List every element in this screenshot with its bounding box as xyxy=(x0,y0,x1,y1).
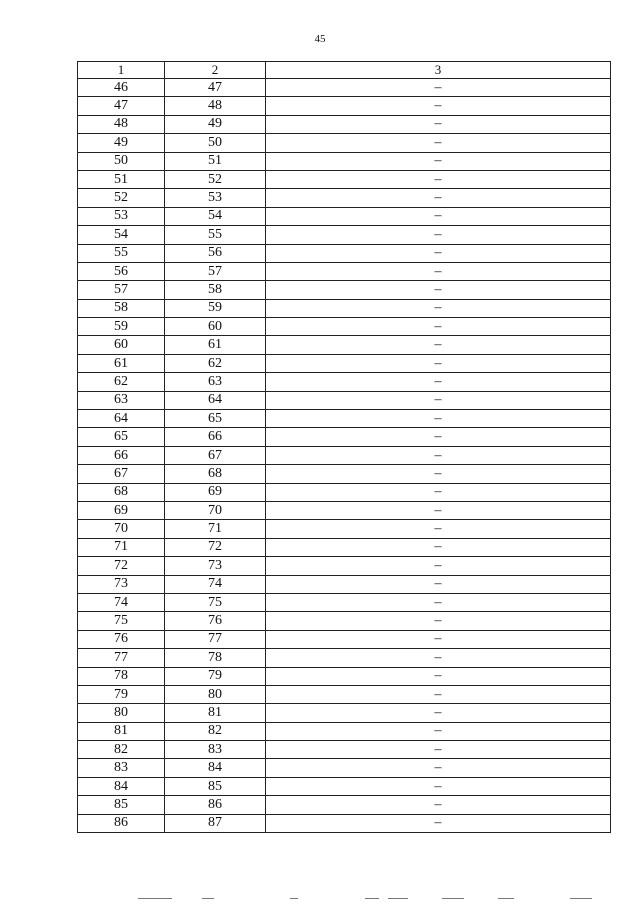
table-cell-col-1: 64 xyxy=(78,410,165,428)
table-cell-col-1: 75 xyxy=(78,612,165,630)
table-cell-col-1: 56 xyxy=(78,262,165,280)
table-cell-col-1: 54 xyxy=(78,226,165,244)
table-cell-col-1: 62 xyxy=(78,373,165,391)
column-header-1: 1 xyxy=(78,62,165,79)
table-row xyxy=(78,759,611,777)
table-cell-col-2: 69 xyxy=(165,483,266,501)
table-row xyxy=(78,281,611,299)
table-cell-col-1: 76 xyxy=(78,630,165,648)
table-row xyxy=(78,483,611,501)
table-cell-col-2: 65 xyxy=(165,410,266,428)
table-cell-col-3: – xyxy=(266,465,611,483)
table-cell-col-1: 74 xyxy=(78,593,165,611)
table-cell-col-2: 82 xyxy=(165,722,266,740)
table-cell-col-1: 48 xyxy=(78,115,165,133)
table-cell-col-3: – xyxy=(266,796,611,814)
table-cell-col-2: 57 xyxy=(165,262,266,280)
table-cell-col-2: 52 xyxy=(165,170,266,188)
table-cell-col-2: 85 xyxy=(165,777,266,795)
table-cell-col-2: 79 xyxy=(165,667,266,685)
table-cell-col-3: – xyxy=(266,152,611,170)
table-cell-col-3: – xyxy=(266,685,611,703)
table-row xyxy=(78,446,611,464)
table-cell-col-3: – xyxy=(266,391,611,409)
table-cell-col-3: – xyxy=(266,281,611,299)
table-cell-col-2: 83 xyxy=(165,741,266,759)
table-cell-col-1: 47 xyxy=(78,97,165,115)
table-cell-col-3: – xyxy=(266,134,611,152)
table-cell-col-1: 73 xyxy=(78,575,165,593)
table-cell-col-3: – xyxy=(266,79,611,97)
table-cell-col-3: – xyxy=(266,741,611,759)
table-row xyxy=(78,336,611,354)
table-row xyxy=(78,170,611,188)
table-row xyxy=(78,189,611,207)
table-cell-col-2: 63 xyxy=(165,373,266,391)
table-row xyxy=(78,741,611,759)
table-cell-col-3: – xyxy=(266,520,611,538)
table-row xyxy=(78,244,611,262)
table-row xyxy=(78,612,611,630)
table-cell-col-3: – xyxy=(266,262,611,280)
table-cell-col-1: 85 xyxy=(78,796,165,814)
table-cell-col-3: – xyxy=(266,538,611,556)
table-cell-col-3: – xyxy=(266,814,611,832)
table-row xyxy=(78,630,611,648)
table-cell-col-2: 61 xyxy=(165,336,266,354)
table-cell-col-1: 83 xyxy=(78,759,165,777)
column-header-3: 3 xyxy=(266,62,611,79)
table-cell-col-2: 84 xyxy=(165,759,266,777)
table-cell-col-2: 71 xyxy=(165,520,266,538)
table-cell-col-1: 69 xyxy=(78,501,165,519)
table-cell-col-2: 80 xyxy=(165,685,266,703)
table-cell-col-1: 80 xyxy=(78,704,165,722)
table-cell-col-2: 54 xyxy=(165,207,266,225)
table-cell-col-2: 78 xyxy=(165,649,266,667)
table-row xyxy=(78,722,611,740)
table-cell-col-1: 63 xyxy=(78,391,165,409)
table-cell-col-2: 77 xyxy=(165,630,266,648)
table-row xyxy=(78,410,611,428)
table-row xyxy=(78,520,611,538)
table-cell-col-2: 58 xyxy=(165,281,266,299)
table-row xyxy=(78,226,611,244)
table-body xyxy=(78,79,611,833)
table-cell-col-2: 62 xyxy=(165,354,266,372)
table-cell-col-2: 51 xyxy=(165,152,266,170)
table-row xyxy=(78,115,611,133)
table-cell-col-1: 60 xyxy=(78,336,165,354)
table-cell-col-1: 77 xyxy=(78,649,165,667)
table-cell-col-3: – xyxy=(266,704,611,722)
table-cell-col-1: 65 xyxy=(78,428,165,446)
table-cell-col-2: 86 xyxy=(165,796,266,814)
table-cell-col-1: 67 xyxy=(78,465,165,483)
table-cell-col-1: 49 xyxy=(78,134,165,152)
table-row xyxy=(78,704,611,722)
table-cell-col-1: 53 xyxy=(78,207,165,225)
page-number: 45 xyxy=(314,33,326,45)
table-cell-col-2: 66 xyxy=(165,428,266,446)
table-cell-col-2: 70 xyxy=(165,501,266,519)
table-cell-col-2: 59 xyxy=(165,299,266,317)
table-cell-col-2: 75 xyxy=(165,593,266,611)
table-cell-col-2: 64 xyxy=(165,391,266,409)
table-cell-col-3: – xyxy=(266,244,611,262)
table-row xyxy=(78,814,611,832)
table-cell-col-3: – xyxy=(266,207,611,225)
table-cell-col-1: 58 xyxy=(78,299,165,317)
table-cell-col-1: 81 xyxy=(78,722,165,740)
table-row xyxy=(78,207,611,225)
table-header xyxy=(78,62,611,79)
header-row xyxy=(78,62,611,79)
table-cell-col-3: – xyxy=(266,575,611,593)
table-cell-col-2: 56 xyxy=(165,244,266,262)
table-row xyxy=(78,134,611,152)
table-row xyxy=(78,777,611,795)
table-cell-col-3: – xyxy=(266,612,611,630)
table-row xyxy=(78,557,611,575)
table-row xyxy=(78,262,611,280)
table-cell-col-1: 59 xyxy=(78,318,165,336)
table-cell-col-3: – xyxy=(266,759,611,777)
footer-scan-marks xyxy=(130,898,610,902)
table-cell-col-2: 53 xyxy=(165,189,266,207)
table-cell-col-1: 50 xyxy=(78,152,165,170)
table-cell-col-1: 66 xyxy=(78,446,165,464)
table-row xyxy=(78,318,611,336)
table-cell-col-2: 50 xyxy=(165,134,266,152)
table-cell-col-1: 82 xyxy=(78,741,165,759)
table-cell-col-2: 81 xyxy=(165,704,266,722)
table-row xyxy=(78,501,611,519)
table-cell-col-2: 48 xyxy=(165,97,266,115)
table-row xyxy=(78,685,611,703)
table-cell-col-2: 67 xyxy=(165,446,266,464)
table-row xyxy=(78,391,611,409)
table-row xyxy=(78,649,611,667)
table-cell-col-1: 72 xyxy=(78,557,165,575)
table-cell-col-3: – xyxy=(266,501,611,519)
table-row xyxy=(78,465,611,483)
table-cell-col-1: 61 xyxy=(78,354,165,372)
table-row xyxy=(78,538,611,556)
table-row xyxy=(78,152,611,170)
table-cell-col-2: 72 xyxy=(165,538,266,556)
table-cell-col-3: – xyxy=(266,336,611,354)
table-cell-col-3: – xyxy=(266,557,611,575)
table-row xyxy=(78,428,611,446)
table-row xyxy=(78,667,611,685)
table-cell-col-1: 78 xyxy=(78,667,165,685)
table-row xyxy=(78,354,611,372)
table-cell-col-3: – xyxy=(266,649,611,667)
table-cell-col-3: – xyxy=(266,354,611,372)
data-table xyxy=(77,61,611,833)
table-row xyxy=(78,575,611,593)
table-cell-col-3: – xyxy=(266,299,611,317)
table-cell-col-1: 46 xyxy=(78,79,165,97)
table-cell-col-3: – xyxy=(266,170,611,188)
table-cell-col-3: – xyxy=(266,410,611,428)
table-cell-col-3: – xyxy=(266,630,611,648)
table-row xyxy=(78,373,611,391)
table-cell-col-3: – xyxy=(266,97,611,115)
table-cell-col-3: – xyxy=(266,777,611,795)
table-cell-col-1: 55 xyxy=(78,244,165,262)
table-cell-col-3: – xyxy=(266,115,611,133)
table-cell-col-2: 68 xyxy=(165,465,266,483)
table-cell-col-1: 68 xyxy=(78,483,165,501)
table-cell-col-3: – xyxy=(266,226,611,244)
table-cell-col-2: 49 xyxy=(165,115,266,133)
column-header-2: 2 xyxy=(165,62,266,79)
table-cell-col-2: 74 xyxy=(165,575,266,593)
table-cell-col-1: 71 xyxy=(78,538,165,556)
table-cell-col-2: 87 xyxy=(165,814,266,832)
table-row xyxy=(78,79,611,97)
table-cell-col-2: 47 xyxy=(165,79,266,97)
table-cell-col-3: – xyxy=(266,189,611,207)
table-row xyxy=(78,299,611,317)
table-cell-col-3: – xyxy=(266,428,611,446)
table-row xyxy=(78,97,611,115)
table-cell-col-3: – xyxy=(266,318,611,336)
table-cell-col-3: – xyxy=(266,593,611,611)
table-cell-col-1: 84 xyxy=(78,777,165,795)
table-cell-col-3: – xyxy=(266,373,611,391)
table-cell-col-3: – xyxy=(266,667,611,685)
table-cell-col-1: 57 xyxy=(78,281,165,299)
table-cell-col-1: 86 xyxy=(78,814,165,832)
table-row xyxy=(78,593,611,611)
table-cell-col-2: 73 xyxy=(165,557,266,575)
table-cell-col-1: 79 xyxy=(78,685,165,703)
table-cell-col-1: 52 xyxy=(78,189,165,207)
table-cell-col-1: 51 xyxy=(78,170,165,188)
table-cell-col-3: – xyxy=(266,483,611,501)
table-row xyxy=(78,796,611,814)
table-cell-col-3: – xyxy=(266,722,611,740)
table-cell-col-2: 76 xyxy=(165,612,266,630)
table-cell-col-2: 55 xyxy=(165,226,266,244)
table-cell-col-2: 60 xyxy=(165,318,266,336)
table-cell-col-3: – xyxy=(266,446,611,464)
table-cell-col-1: 70 xyxy=(78,520,165,538)
